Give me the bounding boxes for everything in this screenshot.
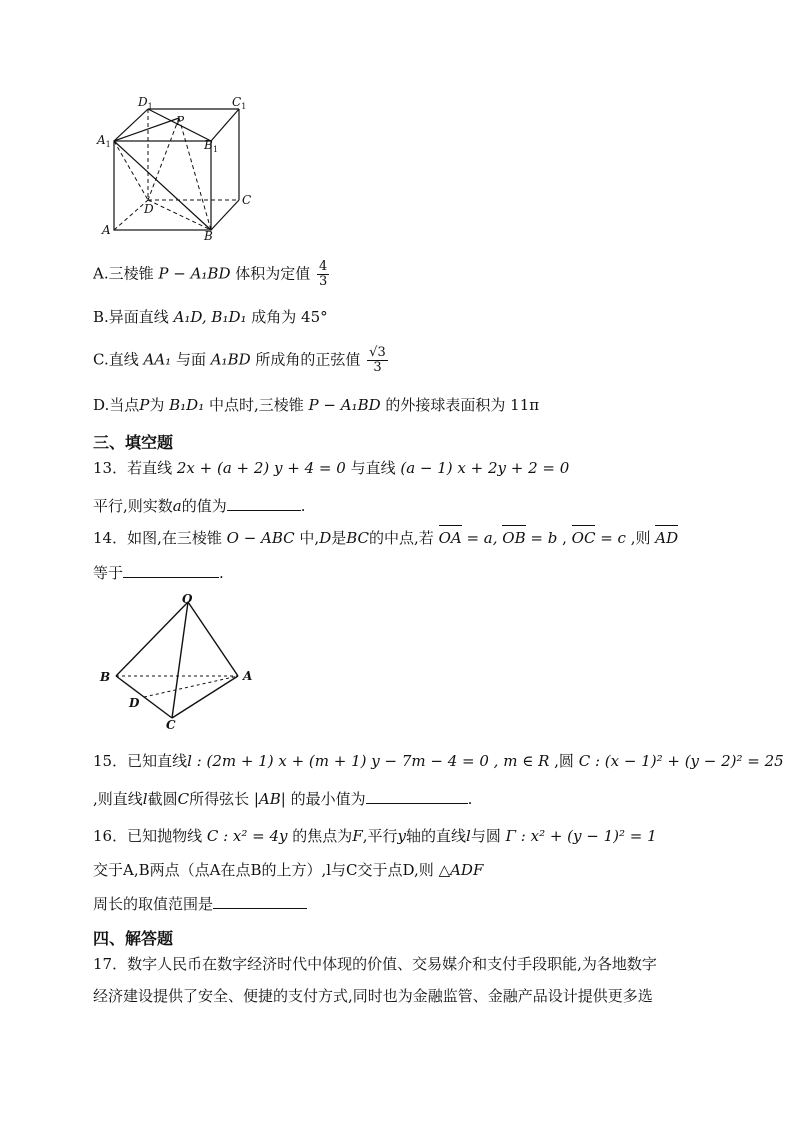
vector-ad: AD [655, 529, 679, 547]
label-D: D [129, 696, 140, 710]
answer-blank-13[interactable] [227, 494, 301, 511]
option-d-p: P [139, 396, 150, 414]
question-13-line2: 平行,则实数a的值为 . [93, 494, 306, 517]
question-13-line1: 13．若直线 2x + (a + 2) y + 4 = 0 与直线 (a − 1) x + 2y + 2 = 0 [93, 459, 570, 477]
option-a-math: P − A₁BD [158, 264, 231, 283]
label-B: B [204, 229, 213, 243]
question-17-line2: 经济建设提供了安全、便捷的支付方式,同时也为金融监管、金融产品设计提供更多选 [93, 987, 653, 1005]
question-16-line3: 周长的取值范围是 [93, 892, 307, 915]
section-title-fill-in: 三、填空题 [93, 433, 174, 452]
label-D1: $D_1$ [138, 95, 153, 111]
vector-oc: OC [571, 529, 596, 547]
option-c [93, 346, 388, 375]
cube-figure [92, 92, 264, 244]
option-c-math2: A₁BD [210, 350, 251, 369]
question-15-line2: ,则直线l截圆C所得弦长 |AB| 的最小值为 . [93, 787, 472, 810]
option-b-text: 成角为 45° [246, 308, 328, 326]
question-17-line1: 17．数字人民币在数字经济时代中体现的价值、交易媒介和支付手段职能,为各地数字 [93, 955, 657, 973]
fraction-4-3: $\frac{4}{3}$ [319, 259, 328, 289]
tetrahedron-figure [96, 590, 266, 730]
label-C: C [242, 193, 252, 207]
option-d [93, 394, 539, 416]
fraction-sqrt3-3: $\frac{√3}{3}$ [369, 345, 386, 375]
question-15-line1: 15．已知直线l : (2m + 1) x + (m + 1) y − 7m − 4 = 0 , m ∈ R ,圆 C : (x − 1)² + (y − 2)² = 25 [93, 752, 784, 770]
option-a-prefix: A.三棱锥 [93, 264, 159, 283]
option-d-text: 的外接球表面积为 11π [380, 396, 540, 414]
label-D: D [144, 202, 154, 216]
label-O: O [182, 592, 193, 606]
vector-ob: OB [502, 529, 526, 547]
option-d-math2: P − A₁BD [308, 396, 381, 414]
label-A: A [243, 669, 253, 683]
label-P: P [176, 114, 185, 128]
option-c-math1: AA₁ [143, 350, 172, 369]
question-14-line1: 14．如图,在三棱锥 O − ABC 中,D是BC的中点,若 OA = a, OB = b , OC = c ,则 AD [93, 529, 679, 547]
answer-blank-14[interactable] [123, 561, 219, 578]
option-b-math: A₁D, B₁D₁ [173, 308, 247, 326]
option-a [93, 260, 329, 289]
answer-blank-16[interactable] [213, 892, 307, 909]
section-title-answer: 四、解答题 [93, 929, 174, 948]
option-d-math1: B₁D₁ [169, 396, 205, 414]
option-d-mid1: 为 [149, 396, 170, 414]
label-B1: $B_1$ [204, 138, 218, 154]
option-c-text: 所成角的正弦值 [250, 350, 366, 369]
question-16-line2: 交于A,B两点（点A在点B的上方）,l与C交于点D,则 △ADF [93, 861, 484, 879]
option-c-mid: 与面 [171, 350, 211, 369]
answer-blank-15[interactable] [366, 787, 468, 804]
option-b-prefix: B.异面直线 [93, 308, 174, 326]
label-A1: $A_1$ [97, 133, 111, 149]
option-d-mid2: 中点时,三棱锥 [204, 396, 309, 414]
vector-oa: OA [438, 529, 462, 547]
option-d-prefix: D.当点 [93, 396, 140, 414]
label-C: C [166, 718, 176, 730]
label-A: A [102, 223, 111, 237]
option-b [93, 306, 328, 328]
question-14-line2: 等于 . [93, 561, 224, 584]
option-c-prefix: C.直线 [93, 350, 144, 369]
question-16-line1: 16．已知抛物线 C : x² = 4y 的焦点为F,平行y轴的直线l与圆 Γ : x² + (y − 1)² = 1 [93, 827, 657, 845]
label-C1: $C_1$ [232, 95, 247, 111]
option-a-text: 体积为定值 [230, 264, 316, 283]
label-B: B [100, 670, 111, 684]
